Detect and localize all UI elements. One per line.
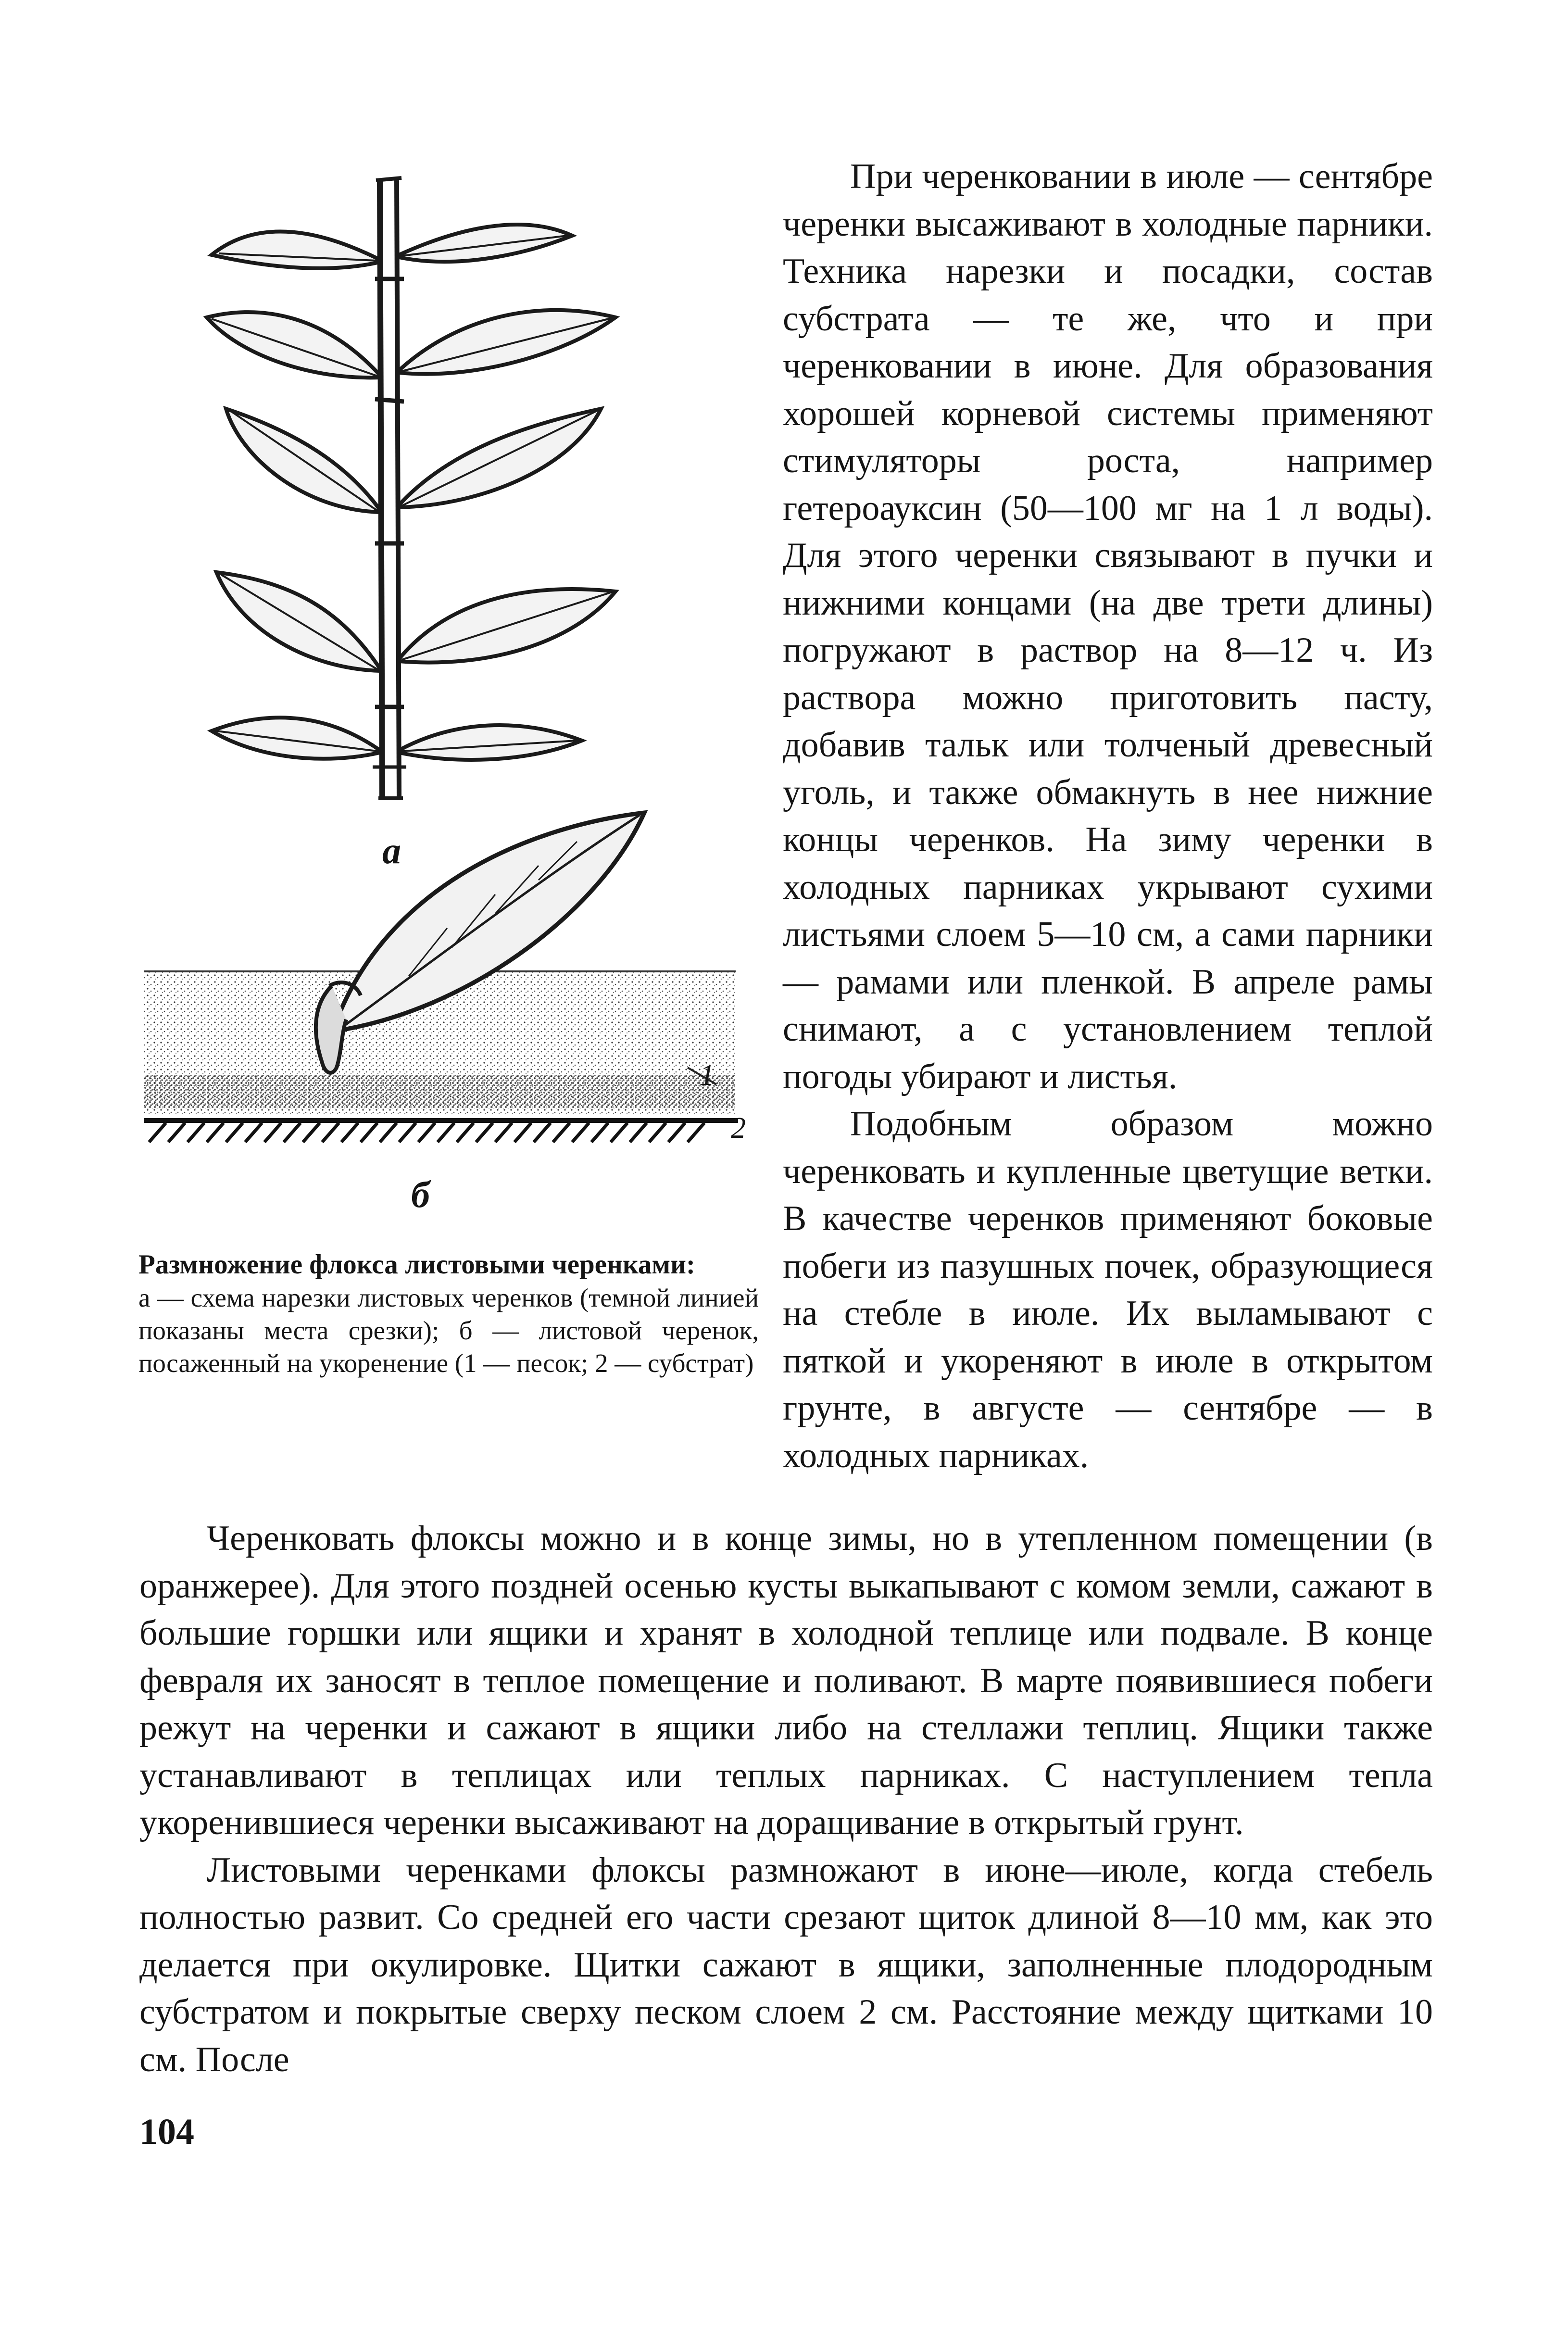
figure-marker-sand: 1: [700, 1059, 715, 1092]
figure-phlox-leaf-cuttings: [139, 159, 779, 1395]
figure-label-b: б: [411, 1173, 430, 1215]
paragraph: Черенковать флоксы можно и в конце зимы, но в утепленном помещении (в оранжерее). Для этого поздней осенью кусты выкапывают с комом земли, сажают в большие горшки или ящики и хранят в холодной теплице или подвале. В конце февраля их заносят в теплое помещение и поливают. В марте появившиеся побеги режут на черенки и сажают в ящики либо на стеллажи теплиц. Ящики также устанавливают в теплицах или теплых парниках. С наступлением тепла укоренившиеся черенки высаживают на доращивание в открытый грунт.: [139, 1519, 1433, 1842]
text-column-right: [783, 153, 1433, 1479]
stem-drawing: [373, 178, 406, 798]
figure-caption: [138, 1248, 759, 1380]
text-column-full: [139, 1515, 1433, 2083]
paragraph: При черенковании в июле — сентябре черенки высаживают в холодные парники. Техника нарезки и посадки, состав субстрата — те же, что и при черенковании в июне. Для образования хорошей корневой системы применяют стимуляторы роста, например гетероауксин (50—100 мг на 1 л воды). Для этого черенки связывают в пучки и нижними концами (на две трети длины) погружают в раствор на 8—12 ч. Из раствора можно приготовить пасту, добавив тальк или толченый древесный уголь, и также обмакнуть в нее нижние концы черенков. На зиму черенки в холодных парниках укрывают сухими листьями слоем 5—10 см, а сами парники — рамами или пленкой. В апреле рамы снимают, а с установлением теплой погоды убирают и листья.: [783, 157, 1433, 1096]
caption-body: а — схема нарезки листовых черенков (темной линией показаны места срезки); б — листовой черенок, посаженный на укоренение (1 — песок; 2 — субстрат): [138, 1283, 759, 1378]
figure-marker-substrate: 2: [731, 1112, 746, 1145]
figure-label-a: а: [382, 830, 401, 871]
paragraph: Подобным образом можно черенковать и купленные цветущие ветки. В качестве черенков применяют боковые побеги из пазушных почек, образующиеся на стебле в июле. Их выламывают с пяткой и укореняют в июле в открытом грунте, в августе — сентябре — в холодных парниках.: [783, 1104, 1433, 1475]
paragraph: Листовыми черенками флоксы размножают в июне—июле, когда стебель полностью развит. Со средней его части срезают щиток длиной 8—10 мм, как это делается при окулировке. Щитки сажают в ящики, заполненные плодородным субстратом и покрытые сверху песком слоем 2 см. Расстояние между щитками 10 см. После: [139, 1850, 1433, 2079]
page-number: 104: [139, 2112, 194, 2152]
illustration: [139, 159, 779, 1246]
leaves: [207, 225, 615, 760]
caption-title: Размножение флокса листовыми черенками:: [138, 1249, 696, 1280]
